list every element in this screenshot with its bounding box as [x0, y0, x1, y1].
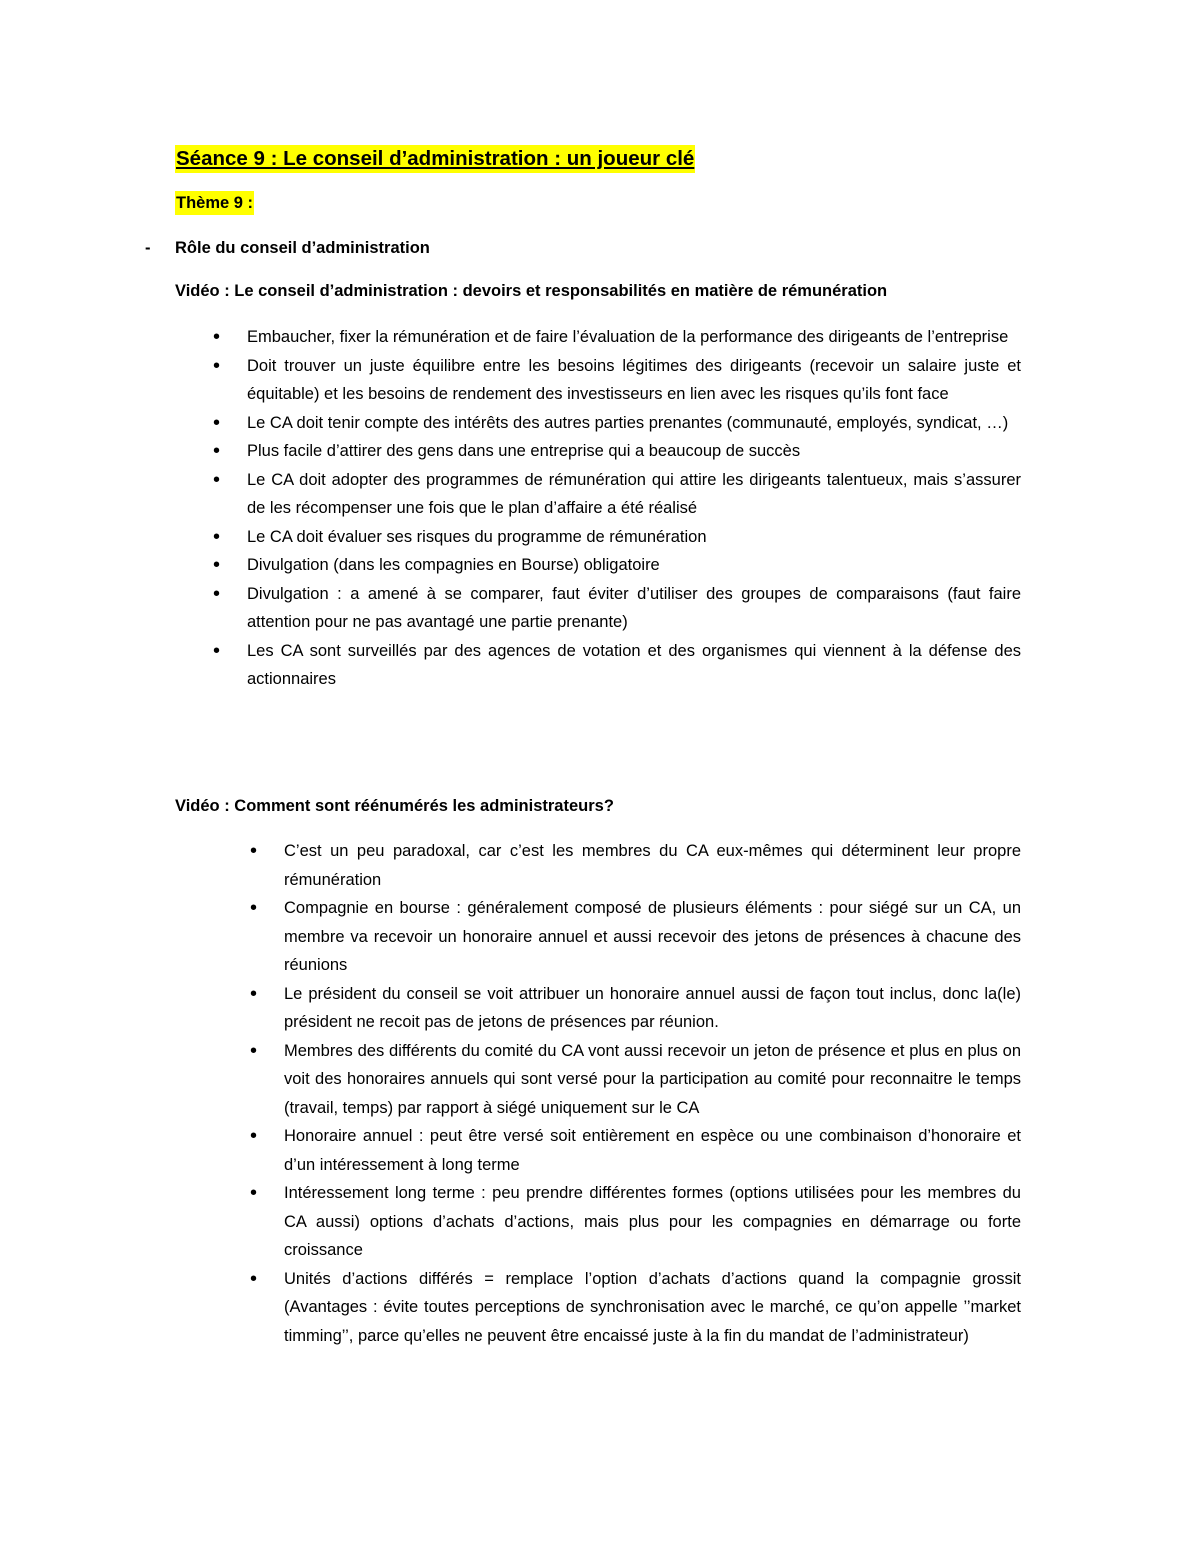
list-item: • C’est un peu paradoxal, car c’est les membres du CA eux-mêmes qui déterminent leur propre rémunération: [284, 837, 1021, 894]
list-item: • Intéressement long terme : peu prendre différentes formes (options utilisées pour les membres du CA aussi) options d’achats d’actions, mais plus pour les compagnies en démarrage ou forte croissance: [284, 1179, 1021, 1265]
section-title: Rôle du conseil d’administration: [175, 239, 430, 257]
list-item: • Les CA sont surveillés par des agences de votation et des organismes qui viennent à la défense des actionnaires: [247, 637, 1021, 694]
list-item: • Honoraire annuel : peut être versé soit entièrement en espèce ou une combinaison d’honoraire et d’un intéressement à long terme: [284, 1122, 1021, 1179]
video1-heading: Vidéo : Le conseil d’administration : devoirs et responsabilités en matière de rémunération: [175, 282, 888, 300]
list-item: • Plus facile d’attirer des gens dans une entreprise qui a beaucoup de succès: [247, 437, 1021, 466]
dash-marker: -: [145, 239, 151, 257]
list-item: • Le CA doit évaluer ses risques du programme de rémunération: [247, 523, 1021, 552]
document-title: Séance 9 : Le conseil d’administration : un joueur clé: [175, 145, 695, 173]
video2-heading: Vidéo : Comment sont réénumérés les administrateurs?: [175, 797, 614, 815]
list-item: • Compagnie en bourse : généralement composé de plusieurs éléments : pour siégé sur un CA, un membre va recevoir un honoraire annuel et aussi recevoir des jetons de présences à chacune des réunions: [284, 894, 1021, 980]
video2-bullet-list: [284, 837, 1021, 1350]
video1-bullet-list: [247, 323, 1021, 694]
list-item: • Divulgation (dans les compagnies en Bourse) obligatoire: [247, 551, 1021, 580]
list-item: • Le CA doit tenir compte des intérêts des autres parties prenantes (communauté, employés, syndicat, …): [247, 409, 1021, 438]
list-item: • Unités d’actions différés = remplace l’option d’achats d’actions quand la compagnie grossit (Avantages : évite toutes perceptions de synchronisation avec le marché, ce qu’on appelle ’’market timming’’, parce qu’elles ne peuvent être encaissé juste à la fin du mandat de l’administrateur): [284, 1265, 1021, 1351]
theme-label: Thème 9 :: [175, 191, 254, 215]
list-item: • Membres des différents du comité du CA vont aussi recevoir un jeton de présence et plus en plus on voit des honoraires annuels qui sont versé pour la participation au comité pour reconnaitre le temps (travail, temps) par rapport à siégé uniquement sur le CA: [284, 1037, 1021, 1123]
list-item: • Le président du conseil se voit attribuer un honoraire annuel aussi de façon tout inclus, donc la(le) président ne recoit pas de jetons de présences par réunion.: [284, 980, 1021, 1037]
list-item: • Doit trouver un juste équilibre entre les besoins légitimes des dirigeants (recevoir un salaire juste et équitable) et les besoins de rendement des investisseurs en lien avec les risques qu’ils font face: [247, 352, 1021, 409]
list-item: • Le CA doit adopter des programmes de rémunération qui attire les dirigeants talentueux, mais s’assurer de les récompenser une fois que le plan d’affaire a été réalisé: [247, 466, 1021, 523]
list-item: • Embaucher, fixer la rémunération et de faire l’évaluation de la performance des dirigeants de l’entreprise: [247, 323, 1021, 352]
list-item: • Divulgation : a amené à se comparer, faut éviter d’utiliser des groupes de comparaisons (faut faire attention pour ne pas avantagé une partie prenante): [247, 580, 1021, 637]
